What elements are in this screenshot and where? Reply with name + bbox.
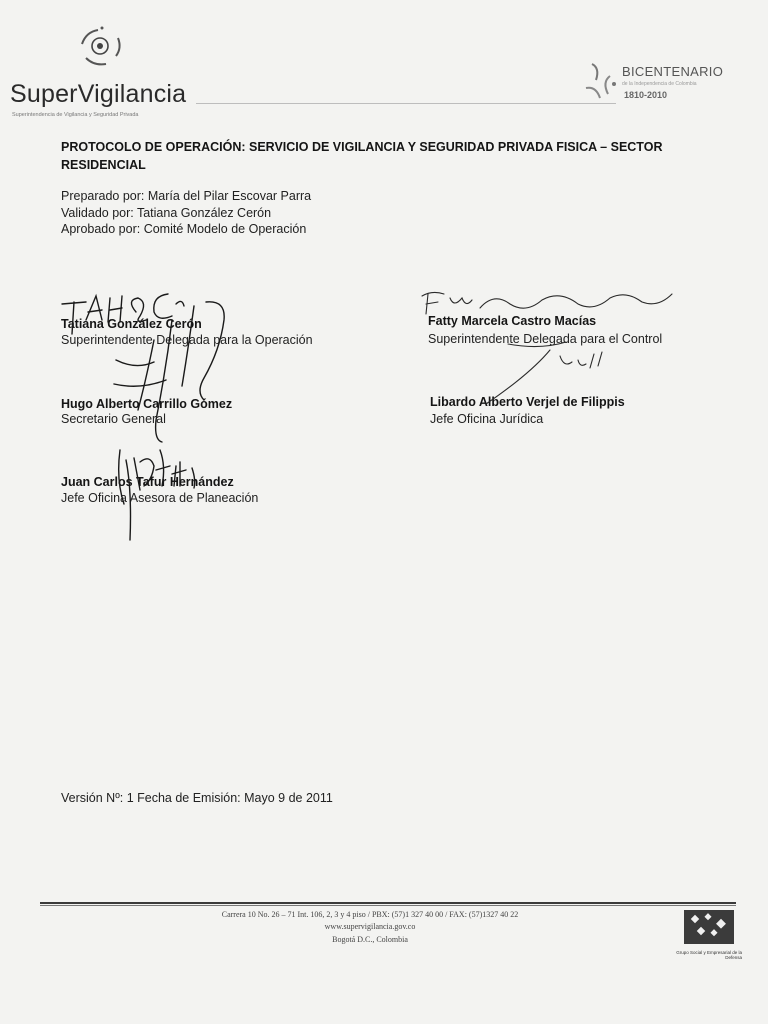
bicentenario-title: BICENTENARIO bbox=[622, 64, 724, 79]
validated-by: Validado por: Tatiana González Cerón bbox=[61, 206, 272, 220]
document-title: PROTOCOLO DE OPERACIÓN: SERVICIO DE VIGILANCIA Y SEGURIDAD PRIVADA FISICA – SECTOR RESIDENCIAL bbox=[61, 140, 663, 172]
bicentenario-years: 1810-2010 bbox=[624, 90, 668, 100]
brand-name: SuperVigilancia bbox=[10, 80, 187, 108]
footer-divider-thin bbox=[40, 905, 736, 906]
footer-divider bbox=[40, 902, 736, 904]
header-divider bbox=[196, 103, 616, 104]
supervigilancia-logo-icon bbox=[72, 24, 128, 74]
signatory-name: Tatiana González Cerón bbox=[61, 317, 202, 331]
signatory-role: Jefe Oficina Jurídica bbox=[430, 412, 544, 426]
signatory-name: Juan Carlos Tafur Hernández bbox=[61, 475, 234, 489]
signatory-role: Superintendente Delegada para el Control bbox=[428, 332, 663, 346]
approved-by: Aprobado por: Comité Modelo de Operación bbox=[61, 222, 307, 236]
gsed-logo-icon bbox=[684, 910, 734, 944]
gsed-logo-text: Grupo Social y Empresarial de la Defensa bbox=[676, 950, 742, 960]
bicentenario-logo-icon bbox=[580, 58, 622, 106]
footer-address: Carrera 10 No. 26 – 71 Int. 106, 2, 3 y 4 piso / PBX: (57)1 327 40 00 / FAX: (57)1327 40 22 bbox=[221, 910, 519, 919]
footer-website: www.supervigilancia.gov.co bbox=[324, 922, 416, 931]
signatory-role: Jefe Oficina Asesora de Planeación bbox=[61, 491, 259, 505]
signatory-name: Libardo Alberto Verjel de Filippis bbox=[430, 395, 625, 409]
signatory-name: Hugo Alberto Carrillo Gómez bbox=[61, 397, 233, 411]
version-info: Versión Nº: 1 Fecha de Emisión: Mayo 9 de 2011 bbox=[61, 791, 333, 805]
signatory-role: Superintendente Delegada para la Operación bbox=[61, 333, 313, 347]
footer-city: Bogotá D.C., Colombia bbox=[332, 935, 408, 944]
bicentenario-subtitle: de la Independencia de Colombia bbox=[622, 81, 697, 87]
signatory-name: Fatty Marcela Castro Macías bbox=[428, 314, 597, 328]
signatory-role: Secretario General bbox=[61, 412, 166, 426]
brand-tagline: Superintendencia de Vigilancia y Seguridad Privada bbox=[12, 112, 139, 118]
prepared-by: Preparado por: María del Pilar Escovar Parra bbox=[61, 189, 312, 203]
